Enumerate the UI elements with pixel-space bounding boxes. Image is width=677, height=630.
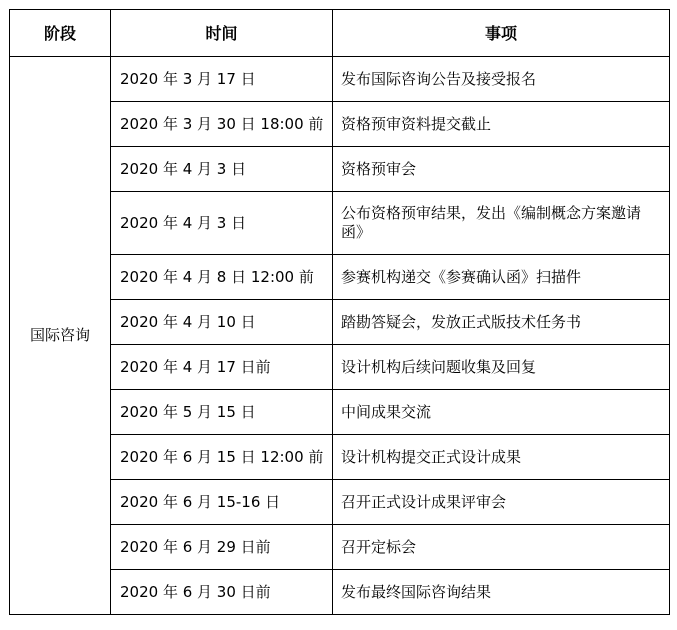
item-cell: 资格预审资料提交截止 [333, 102, 670, 147]
time-cell: 2020 年 6 月 15-16 日 [111, 480, 333, 525]
item-cell: 召开正式设计成果评审会 [333, 480, 670, 525]
item-cell: 设计机构后续问题收集及回复 [333, 345, 670, 390]
header-item: 事项 [333, 10, 670, 57]
time-cell: 2020 年 6 月 15 日 12:00 前 [111, 435, 333, 480]
header-row [10, 10, 670, 57]
header-phase: 阶段 [10, 10, 111, 57]
time-cell: 2020 年 3 月 17 日 [111, 57, 333, 102]
time-cell: 2020 年 5 月 15 日 [111, 390, 333, 435]
time-cell: 2020 年 6 月 29 日前 [111, 525, 333, 570]
time-cell: 2020 年 4 月 8 日 12:00 前 [111, 255, 333, 300]
item-cell: 召开定标会 [333, 525, 670, 570]
time-cell: 2020 年 3 月 30 日 18:00 前 [111, 102, 333, 147]
item-cell: 资格预审会 [333, 147, 670, 192]
schedule-table [9, 9, 670, 615]
time-cell: 2020 年 6 月 30 日前 [111, 570, 333, 615]
item-cell: 设计机构提交正式设计成果 [333, 435, 670, 480]
item-cell: 踏勘答疑会，发放正式版技术任务书 [333, 300, 670, 345]
table-row [10, 57, 670, 102]
item-cell: 发布最终国际咨询结果 [333, 570, 670, 615]
item-cell: 中间成果交流 [333, 390, 670, 435]
item-cell: 公布资格预审结果，发出《编制概念方案邀请函》 [333, 192, 670, 255]
phase-cell: 国际咨询 [10, 57, 111, 615]
header-time: 时间 [111, 10, 333, 57]
time-cell: 2020 年 4 月 10 日 [111, 300, 333, 345]
time-cell: 2020 年 4 月 3 日 [111, 192, 333, 255]
time-cell: 2020 年 4 月 17 日前 [111, 345, 333, 390]
item-cell: 发布国际咨询公告及接受报名 [333, 57, 670, 102]
item-cell: 参赛机构递交《参赛确认函》扫描件 [333, 255, 670, 300]
time-cell: 2020 年 4 月 3 日 [111, 147, 333, 192]
